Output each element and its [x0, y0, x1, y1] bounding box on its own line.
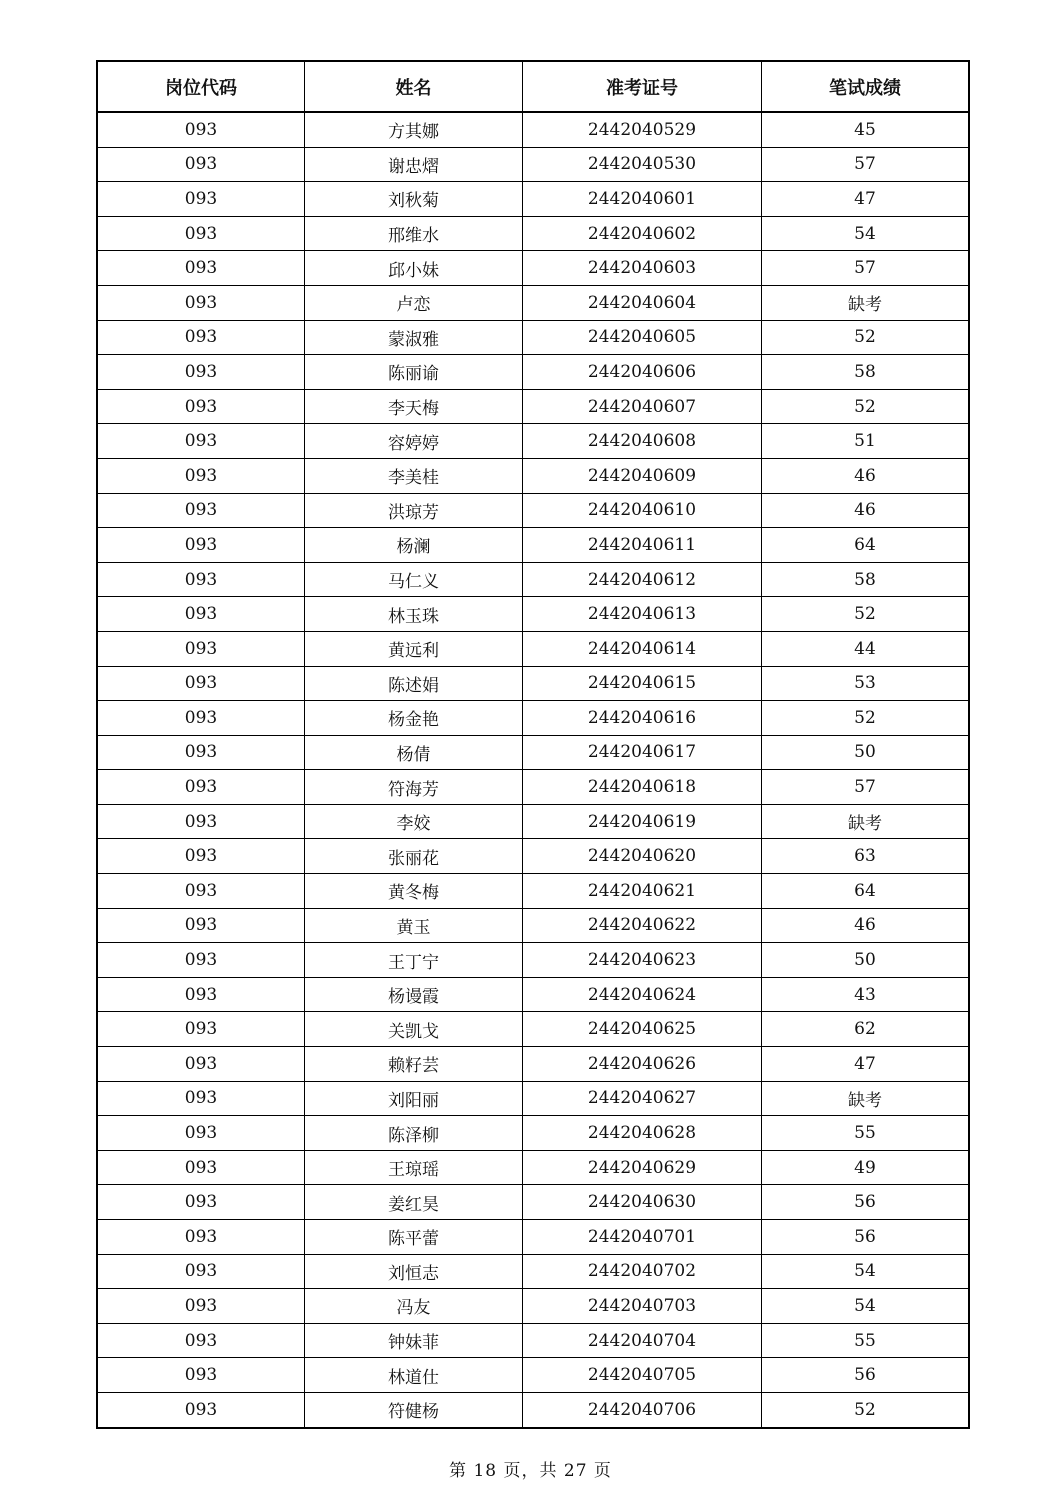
position-code-cell: 093 — [97, 874, 305, 909]
table-body — [97, 112, 969, 1428]
name-cell: 卢恋 — [305, 285, 523, 320]
position-code-cell: 093 — [97, 216, 305, 251]
exam-number-cell: 2442040625 — [523, 1012, 762, 1047]
name-cell: 杨澜 — [305, 528, 523, 563]
exam-number-cell: 2442040623 — [523, 943, 762, 978]
exam-number-cell: 2442040612 — [523, 562, 762, 597]
name-cell: 杨金艳 — [305, 701, 523, 736]
table-row — [97, 1012, 969, 1047]
header-name: 姓名 — [305, 61, 523, 112]
exam-number-cell: 2442040618 — [523, 770, 762, 805]
score-cell: 43 — [762, 977, 970, 1012]
header-exam-number: 准考证号 — [523, 61, 762, 112]
table-row — [97, 597, 969, 632]
exam-number-cell: 2442040606 — [523, 355, 762, 390]
position-code-cell: 093 — [97, 1358, 305, 1393]
score-cell: 52 — [762, 389, 970, 424]
position-code-cell: 093 — [97, 528, 305, 563]
header-written-score: 笔试成绩 — [762, 61, 970, 112]
table-row — [97, 458, 969, 493]
score-cell: 缺考 — [762, 1081, 970, 1116]
position-code-cell: 093 — [97, 977, 305, 1012]
position-code-cell: 093 — [97, 1047, 305, 1082]
exam-number-cell: 2442040602 — [523, 216, 762, 251]
name-cell: 陈述娟 — [305, 666, 523, 701]
name-cell: 谢忠熠 — [305, 147, 523, 182]
name-cell: 刘阳丽 — [305, 1081, 523, 1116]
exam-number-cell: 2442040619 — [523, 804, 762, 839]
table-row — [97, 977, 969, 1012]
exam-number-cell: 2442040627 — [523, 1081, 762, 1116]
name-cell: 冯友 — [305, 1289, 523, 1324]
position-code-cell: 093 — [97, 493, 305, 528]
name-cell: 洪琼芳 — [305, 493, 523, 528]
table-row — [97, 147, 969, 182]
score-cell: 54 — [762, 1254, 970, 1289]
score-cell: 缺考 — [762, 804, 970, 839]
name-cell: 刘秋菊 — [305, 182, 523, 217]
table-row — [97, 389, 969, 424]
table-row — [97, 112, 969, 147]
position-code-cell: 093 — [97, 1012, 305, 1047]
name-cell: 邱小妹 — [305, 251, 523, 286]
table-row — [97, 1220, 969, 1255]
exam-number-cell: 2442040617 — [523, 735, 762, 770]
name-cell: 符健杨 — [305, 1392, 523, 1427]
position-code-cell: 093 — [97, 1185, 305, 1220]
exam-number-cell: 2442040608 — [523, 424, 762, 459]
position-code-cell: 093 — [97, 943, 305, 978]
score-cell: 46 — [762, 493, 970, 528]
position-code-cell: 093 — [97, 355, 305, 390]
table-row — [97, 1254, 969, 1289]
score-cell: 62 — [762, 1012, 970, 1047]
position-code-cell: 093 — [97, 1392, 305, 1427]
table-row — [97, 1047, 969, 1082]
name-cell: 关凯戈 — [305, 1012, 523, 1047]
table-row — [97, 701, 969, 736]
table-row — [97, 528, 969, 563]
score-cell: 52 — [762, 1392, 970, 1427]
position-code-cell: 093 — [97, 1254, 305, 1289]
table-row — [97, 839, 969, 874]
exam-number-cell: 2442040616 — [523, 701, 762, 736]
exam-number-cell: 2442040701 — [523, 1220, 762, 1255]
table-row — [97, 355, 969, 390]
table-row — [97, 1392, 969, 1427]
name-cell: 王丁宁 — [305, 943, 523, 978]
score-cell: 52 — [762, 597, 970, 632]
table-row — [97, 874, 969, 909]
position-code-cell: 093 — [97, 666, 305, 701]
table-row — [97, 804, 969, 839]
position-code-cell: 093 — [97, 1289, 305, 1324]
exam-number-cell: 2442040621 — [523, 874, 762, 909]
name-cell: 黄冬梅 — [305, 874, 523, 909]
page-number: 第 18 页，共 27 页 — [449, 1461, 612, 1481]
score-cell: 56 — [762, 1358, 970, 1393]
score-cell: 58 — [762, 355, 970, 390]
score-cell: 52 — [762, 701, 970, 736]
name-cell: 姜红昊 — [305, 1185, 523, 1220]
position-code-cell: 093 — [97, 112, 305, 147]
exam-number-cell: 2442040630 — [523, 1185, 762, 1220]
exam-number-cell: 2442040603 — [523, 251, 762, 286]
position-code-cell: 093 — [97, 597, 305, 632]
position-code-cell: 093 — [97, 735, 305, 770]
name-cell: 杨倩 — [305, 735, 523, 770]
name-cell: 容婷婷 — [305, 424, 523, 459]
position-code-cell: 093 — [97, 804, 305, 839]
table-row — [97, 216, 969, 251]
exam-number-cell: 2442040530 — [523, 147, 762, 182]
position-code-cell: 093 — [97, 908, 305, 943]
table-row — [97, 1185, 969, 1220]
exam-number-cell: 2442040614 — [523, 631, 762, 666]
name-cell: 陈泽柳 — [305, 1116, 523, 1151]
table-row — [97, 1323, 969, 1358]
exam-number-cell: 2442040609 — [523, 458, 762, 493]
position-code-cell: 093 — [97, 458, 305, 493]
exam-number-cell: 2442040620 — [523, 839, 762, 874]
position-code-cell: 093 — [97, 770, 305, 805]
table-row — [97, 424, 969, 459]
exam-number-cell: 2442040613 — [523, 597, 762, 632]
exam-number-cell: 2442040622 — [523, 908, 762, 943]
table-header — [97, 61, 969, 112]
name-cell: 李姣 — [305, 804, 523, 839]
exam-number-cell: 2442040704 — [523, 1323, 762, 1358]
position-code-cell: 093 — [97, 562, 305, 597]
table-row — [97, 1358, 969, 1393]
score-cell: 58 — [762, 562, 970, 597]
table-row — [97, 631, 969, 666]
position-code-cell: 093 — [97, 182, 305, 217]
header-row — [97, 61, 969, 112]
name-cell: 赖籽芸 — [305, 1047, 523, 1082]
exam-number-cell: 2442040629 — [523, 1150, 762, 1185]
position-code-cell: 093 — [97, 631, 305, 666]
score-cell: 57 — [762, 147, 970, 182]
exam-number-cell: 2442040626 — [523, 1047, 762, 1082]
position-code-cell: 093 — [97, 320, 305, 355]
exam-number-cell: 2442040703 — [523, 1289, 762, 1324]
exam-number-cell: 2442040607 — [523, 389, 762, 424]
exam-number-cell: 2442040604 — [523, 285, 762, 320]
score-cell: 63 — [762, 839, 970, 874]
score-cell: 55 — [762, 1323, 970, 1358]
position-code-cell: 093 — [97, 147, 305, 182]
score-cell: 50 — [762, 735, 970, 770]
score-cell: 45 — [762, 112, 970, 147]
table-row — [97, 770, 969, 805]
table-row — [97, 182, 969, 217]
position-code-cell: 093 — [97, 1116, 305, 1151]
score-cell: 44 — [762, 631, 970, 666]
name-cell: 杨谩霞 — [305, 977, 523, 1012]
position-code-cell: 093 — [97, 251, 305, 286]
score-table — [96, 60, 970, 1429]
score-cell: 55 — [762, 1116, 970, 1151]
table-row — [97, 251, 969, 286]
header-position-code: 岗位代码 — [97, 61, 305, 112]
table-row — [97, 666, 969, 701]
score-cell: 46 — [762, 908, 970, 943]
name-cell: 刘恒志 — [305, 1254, 523, 1289]
table-row — [97, 1116, 969, 1151]
score-cell: 47 — [762, 182, 970, 217]
score-cell: 53 — [762, 666, 970, 701]
position-code-cell: 093 — [97, 1323, 305, 1358]
name-cell: 陈平蕾 — [305, 1220, 523, 1255]
name-cell: 方其娜 — [305, 112, 523, 147]
table-row — [97, 562, 969, 597]
name-cell: 马仁义 — [305, 562, 523, 597]
position-code-cell: 093 — [97, 424, 305, 459]
position-code-cell: 093 — [97, 701, 305, 736]
name-cell: 张丽花 — [305, 839, 523, 874]
exam-number-cell: 2442040611 — [523, 528, 762, 563]
name-cell: 陈丽谕 — [305, 355, 523, 390]
name-cell: 符海芳 — [305, 770, 523, 805]
table-row — [97, 320, 969, 355]
score-cell: 57 — [762, 251, 970, 286]
exam-number-cell: 2442040702 — [523, 1254, 762, 1289]
score-cell: 57 — [762, 770, 970, 805]
position-code-cell: 093 — [97, 839, 305, 874]
score-cell: 缺考 — [762, 285, 970, 320]
name-cell: 邢维水 — [305, 216, 523, 251]
name-cell: 黄远利 — [305, 631, 523, 666]
name-cell: 蒙淑雅 — [305, 320, 523, 355]
score-cell: 47 — [762, 1047, 970, 1082]
score-cell: 54 — [762, 1289, 970, 1324]
exam-number-cell: 2442040610 — [523, 493, 762, 528]
exam-number-cell: 2442040529 — [523, 112, 762, 147]
score-cell: 51 — [762, 424, 970, 459]
score-cell: 52 — [762, 320, 970, 355]
table-row — [97, 735, 969, 770]
table-row — [97, 908, 969, 943]
name-cell: 钟妹菲 — [305, 1323, 523, 1358]
exam-number-cell: 2442040601 — [523, 182, 762, 217]
position-code-cell: 093 — [97, 1220, 305, 1255]
exam-number-cell: 2442040605 — [523, 320, 762, 355]
score-cell: 56 — [762, 1185, 970, 1220]
exam-number-cell: 2442040615 — [523, 666, 762, 701]
table-row — [97, 493, 969, 528]
position-code-cell: 093 — [97, 1150, 305, 1185]
exam-number-cell: 2442040706 — [523, 1392, 762, 1427]
name-cell: 李天梅 — [305, 389, 523, 424]
score-cell: 49 — [762, 1150, 970, 1185]
position-code-cell: 093 — [97, 285, 305, 320]
name-cell: 林道仕 — [305, 1358, 523, 1393]
table-row — [97, 1081, 969, 1116]
table-row — [97, 1289, 969, 1324]
exam-number-cell: 2442040628 — [523, 1116, 762, 1151]
name-cell: 黄玉 — [305, 908, 523, 943]
exam-number-cell: 2442040705 — [523, 1358, 762, 1393]
score-cell: 46 — [762, 458, 970, 493]
table-row — [97, 1150, 969, 1185]
name-cell: 林玉珠 — [305, 597, 523, 632]
exam-number-cell: 2442040624 — [523, 977, 762, 1012]
table-row — [97, 285, 969, 320]
score-cell: 56 — [762, 1220, 970, 1255]
score-cell: 64 — [762, 874, 970, 909]
name-cell: 王琼瑶 — [305, 1150, 523, 1185]
name-cell: 李美桂 — [305, 458, 523, 493]
position-code-cell: 093 — [97, 1081, 305, 1116]
table-row — [97, 943, 969, 978]
score-cell: 64 — [762, 528, 970, 563]
score-cell: 54 — [762, 216, 970, 251]
score-cell: 50 — [762, 943, 970, 978]
position-code-cell: 093 — [97, 389, 305, 424]
